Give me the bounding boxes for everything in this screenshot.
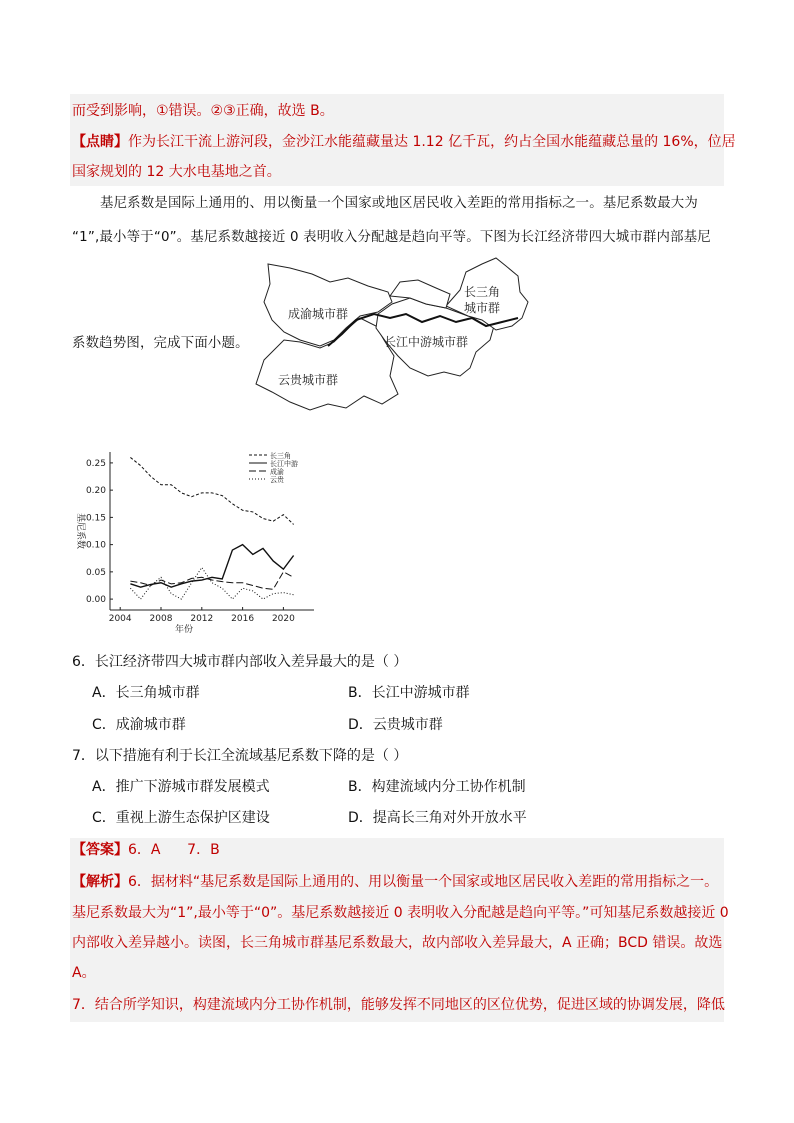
map-label-delta-2: 城市群 <box>464 301 501 315</box>
q6-option-b: B．长江中游城市群 <box>348 685 470 701</box>
analysis-line-1 <box>72 872 718 892</box>
map-label-yungui: 云贵城市群 <box>278 373 339 387</box>
material-line-1: 基尼系数是国际上通用的、用以衡量一个国家或地区居民收入差距的常用指标之一。基尼系数最大为 <box>100 196 698 211</box>
y-tick-label-4: 0.05 <box>85 567 106 578</box>
x-tick-label-1: 2008 <box>149 614 173 624</box>
note-line-2 <box>72 132 736 152</box>
note-tag: 【点睛】 <box>72 134 128 150</box>
q7-option-c: C．重视上游生态保护区建设 <box>92 810 270 826</box>
x-axis-label: 年份 <box>174 625 194 635</box>
legend-label-2: 成渝 <box>270 468 284 476</box>
y-tick-label-3: 0.10 <box>85 540 106 551</box>
analysis-line-4: A。 <box>72 965 96 981</box>
note-line-3: 国家规划的 12 大水电基地之首。 <box>72 164 281 180</box>
map-label-chengyu: 成渝城市群 <box>288 307 349 321</box>
analysis-tag: 【解析】 <box>72 874 128 890</box>
question-6: 6．长江经济带四大城市群内部收入差异最大的是（ ） <box>72 654 408 670</box>
y-tick-label-5: 0.00 <box>85 595 106 606</box>
material-line-3: 系数趋势图，完成下面小题。 <box>72 336 249 351</box>
note-text: 作为长江干流上游河段，金沙江水能蕴藏量达 1.12 亿千瓦，约占全国水能蕴藏总量的 16%，位居 <box>128 134 736 150</box>
question-7: 7．以下措施有利于长江全流域基尼系数下降的是（ ） <box>72 748 408 764</box>
map-label-delta-1: 长三角 <box>464 285 501 299</box>
x-tick-label-4: 2020 <box>271 614 295 624</box>
material-line-2: “1”,最小等于“0”。基尼系数越接近 0 表明收入分配越是趋向平等。下图为长江经济带四大城市群内部基尼 <box>72 230 711 245</box>
x-tick-label-0: 2004 <box>108 614 132 624</box>
y-axis-label: 基尼系数 <box>75 512 85 550</box>
city-cluster-map <box>250 256 532 418</box>
y-tick-label-0: 0.25 <box>85 458 106 469</box>
legend-label-3: 云贵 <box>270 476 284 484</box>
y-tick-label-1: 0.20 <box>85 486 106 497</box>
analysis-line-2: 基尼系数最大为“1”,最小等于“0”。基尼系数越接近 0 表明收入分配越是趋向平等。”可知基尼系数越接近 0 <box>72 905 729 921</box>
legend-label-1: 长江中游 <box>270 460 298 468</box>
answer-text: 6．A 7．B <box>128 842 220 858</box>
q6-option-d: D．云贵城市群 <box>348 717 443 733</box>
x-tick-label-2: 2012 <box>190 614 214 624</box>
analysis-line-5: 7．结合所学知识，构建流域内分工协作机制，能够发挥不同地区的区位优势，促进区域的协调发展，降低 <box>72 997 725 1013</box>
q6-option-c: C．成渝城市群 <box>92 717 186 733</box>
answer-line <box>72 840 220 860</box>
map-label-middle: 长江中游城市群 <box>384 335 469 349</box>
q6-option-a: A．长三角城市群 <box>92 685 200 701</box>
series-line-1 <box>130 545 293 587</box>
x-tick-label-3: 2016 <box>231 614 255 624</box>
q7-option-d: D．提高长三角对外开放水平 <box>348 810 527 826</box>
y-tick-label-2: 0.15 <box>85 513 106 524</box>
legend-label-0: 长三角 <box>270 452 291 460</box>
gini-line-chart <box>64 446 324 642</box>
previous-answer-line-1: 而受到影响，①错误。②③正确，故选 B。 <box>72 103 334 119</box>
analysis-line-3: 内部收入差异越小。读图，长三角城市群基尼系数最大，故内部收入差异最大，A 正确；BCD 错误。故选 <box>72 935 723 951</box>
answer-tag: 【答案】 <box>72 842 128 858</box>
q7-option-b: B．构建流域内分工协作机制 <box>348 779 526 795</box>
series-line-2 <box>130 572 293 589</box>
analysis-text-1: 6．据材料“基尼系数是国际上通用的、用以衡量一个国家或地区居民收入差距的常用指标之一。 <box>128 874 719 890</box>
q7-option-a: A．推广下游城市群发展模式 <box>92 779 270 795</box>
